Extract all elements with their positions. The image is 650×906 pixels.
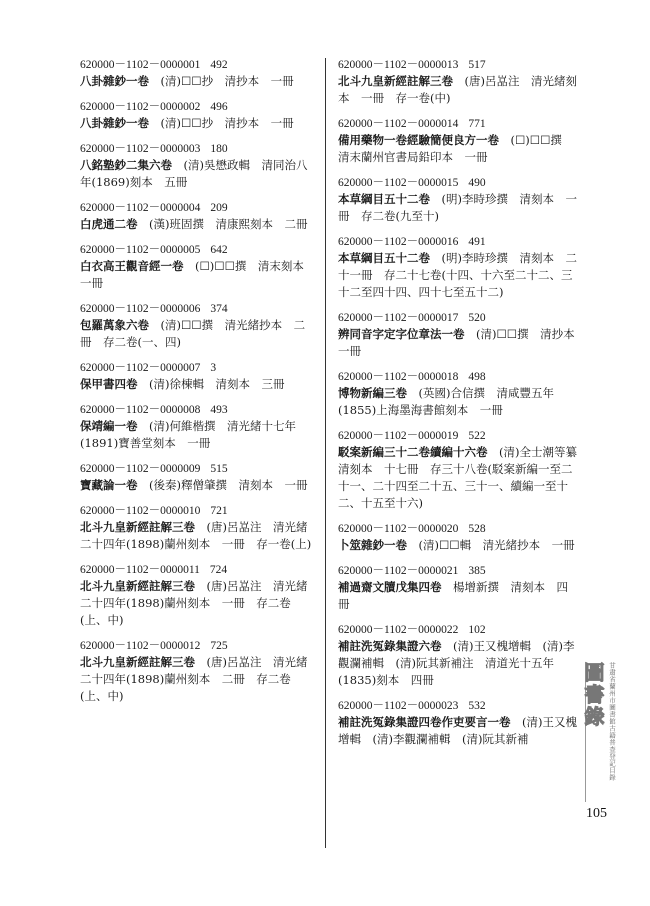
entry-detail: (☐)☐☐撰 清末蘭州官書局鉛印本 一冊 <box>338 133 574 164</box>
entry-title: 補過齋文牘戊集四卷 <box>338 580 442 594</box>
entry-detail: (英國)合信撰 清咸豐五年(1855)上海墨海書館刻本 一冊 <box>338 386 554 417</box>
entry-title: 白虎通二卷 <box>80 217 138 231</box>
entry-record <box>338 537 578 554</box>
entry-title: 北斗九皇新經註解三卷 <box>338 74 453 88</box>
entry-id-line <box>338 117 578 132</box>
entry-id: 620000－1102－0000004 <box>80 202 201 214</box>
entry-id-line <box>80 142 312 157</box>
catalog-entry <box>338 176 578 225</box>
entry-id-line <box>338 623 578 638</box>
entry-number: 492 <box>210 59 228 71</box>
catalog-entry <box>80 403 312 452</box>
entry-number: 374 <box>210 303 228 315</box>
entry-title: 北斗九皇新經註解三卷 <box>80 655 195 669</box>
entry-record <box>338 579 578 613</box>
entry-id: 620000－1102－0000003 <box>80 143 201 155</box>
entry-detail: (清)☐☐撰 清光緒抄本 二冊 存二卷(一、四) <box>80 318 306 349</box>
entry-title: 保靖編一卷 <box>80 419 138 433</box>
entry-detail: (唐)呂嵓注 清光緒二十四年(1898)蘭州刻本 一冊 存二卷(上、中) <box>80 579 308 627</box>
entry-number: 520 <box>468 312 486 324</box>
entry-id-line <box>80 462 312 477</box>
entry-id-line <box>338 522 578 537</box>
entry-id: 620000－1102－0000017 <box>338 312 459 324</box>
entry-record <box>338 385 578 419</box>
catalog-entry <box>80 361 312 393</box>
entry-id-line <box>338 429 578 444</box>
entry-record <box>338 638 578 689</box>
entry-id-line <box>80 361 312 376</box>
catalog-entry <box>80 639 312 705</box>
entry-number: 532 <box>468 700 486 712</box>
entry-record <box>338 326 587 360</box>
entry-record <box>338 714 578 748</box>
entry-title: 辨同音字定字位章法一卷 <box>338 327 465 341</box>
entry-detail: (唐)呂嵓注 清光緒二十四年(1898)蘭州刻本 二冊 存二卷(上、中) <box>80 655 308 703</box>
entry-record <box>80 578 312 629</box>
entry-title: 北斗九皇新經註解三卷 <box>80 579 195 593</box>
entry-detail: (唐)呂嵓注 清光緒刻本 一冊 存一卷(中) <box>338 74 577 105</box>
entry-id-line <box>80 639 312 654</box>
entry-id-line <box>338 699 578 714</box>
entry-id: 620000－1102－0000005 <box>80 244 201 256</box>
catalog-entry <box>338 564 578 613</box>
entry-record <box>338 132 578 166</box>
page-number: 105 <box>586 806 607 821</box>
entry-id: 620000－1102－0000007 <box>80 362 201 374</box>
entry-number: 528 <box>468 523 486 535</box>
catalog-entry <box>80 58 312 90</box>
entry-number: 721 <box>210 505 228 517</box>
entry-id-line <box>80 100 312 115</box>
entry-number: 515 <box>210 463 228 475</box>
entry-id: 620000－1102－0000016 <box>338 236 459 248</box>
entry-record <box>80 519 312 553</box>
right-column <box>338 58 589 758</box>
entry-title: 本草綱目五十二卷 <box>338 192 430 206</box>
entry-title: 駁案新編三十二卷續編十六卷 <box>338 445 488 459</box>
entry-id: 620000－1102－0000022 <box>338 624 459 636</box>
entry-record <box>338 250 578 301</box>
entry-id: 620000－1102－0000002 <box>80 101 201 113</box>
entry-record <box>80 258 316 292</box>
catalog-entry <box>338 699 578 748</box>
entry-id-line <box>80 302 312 317</box>
entry-id: 620000－1102－0000008 <box>80 404 201 416</box>
entry-title: 本草綱目五十二卷 <box>338 251 430 265</box>
entry-number: 724 <box>209 564 228 576</box>
entry-detail: (☐)☐☐撰 清末刻本 一冊 <box>80 259 316 290</box>
entry-title: 補註洗冤錄集證六卷 <box>338 639 442 653</box>
catalog-entry <box>338 429 589 512</box>
entry-detail: (清)吳懋政輯 清同治八年(1869)刻本 五冊 <box>80 158 308 189</box>
entry-number: 498 <box>468 371 486 383</box>
entry-record <box>80 317 312 351</box>
entry-record <box>80 73 312 90</box>
entry-number: 522 <box>468 430 486 442</box>
entry-detail: (清)何維楷撰 清光緒十七年(1891)寶善堂刻本 一冊 <box>80 419 296 450</box>
entry-detail: 楊增新撰 清刻本 四冊 <box>338 580 568 611</box>
entry-title: 八卦雜鈔一卷 <box>80 74 149 88</box>
entry-number: 490 <box>468 177 486 189</box>
entry-title: 北斗九皇新經註解三卷 <box>80 520 195 534</box>
catalog-entry <box>338 311 587 360</box>
entry-id: 620000－1102－0000023 <box>338 700 459 712</box>
entry-id-line <box>338 311 578 326</box>
entry-record <box>338 444 589 512</box>
entry-id: 620000－1102－0000018 <box>338 371 459 383</box>
side-tab-subtitle: 甘肅省蘭州市圖書館古籍普查登記目錄 <box>608 662 616 781</box>
entry-record <box>80 477 312 494</box>
entry-id: 620000－1102－0000006 <box>80 303 201 315</box>
catalog-entry <box>80 462 312 494</box>
entry-number: 3 <box>210 362 217 374</box>
entry-detail: (後秦)釋僧肇撰 清刻本 一冊 <box>149 478 308 492</box>
entry-title: 白衣高王觀音經一卷 <box>80 259 184 273</box>
catalog-entry <box>80 100 312 132</box>
entry-number: 102 <box>468 624 486 636</box>
entry-record <box>80 157 312 191</box>
catalog-entry <box>338 522 578 554</box>
entry-detail: (清)徐棟輯 清刻本 三冊 <box>149 377 285 391</box>
entry-number: 209 <box>210 202 228 214</box>
entry-number: 725 <box>210 640 228 652</box>
entry-id: 620000－1102－0000021 <box>338 565 459 577</box>
entry-detail: (明)李時珍撰 清刻本 一冊 存二卷(九至十) <box>338 192 577 223</box>
catalog-entry <box>80 243 316 292</box>
entry-detail: (清)王又槐增輯 (清)李觀瀾補輯 (清)阮其新補 <box>338 715 577 746</box>
entry-id: 620000－1102－0000011 <box>80 564 200 576</box>
entry-title: 博物新編三卷 <box>338 386 407 400</box>
entry-title: 備用藥物一卷經驗簡便良方一卷 <box>338 133 499 147</box>
entry-title: 八銘塾鈔二集六卷 <box>80 158 172 172</box>
catalog-entry <box>80 142 312 191</box>
entry-detail: (清)☐☐抄 清抄本 一冊 <box>160 116 294 130</box>
entry-id-line <box>338 176 578 191</box>
entry-id: 620000－1102－0000012 <box>80 640 201 652</box>
side-tab-title: 圖書錄 <box>581 662 605 728</box>
entry-id: 620000－1102－0000019 <box>338 430 459 442</box>
catalog-entry <box>338 235 578 301</box>
entry-id: 620000－1102－0000001 <box>80 59 201 71</box>
entry-number: 491 <box>468 236 486 248</box>
entry-id-line <box>338 235 578 250</box>
entry-title: 卜筮雜鈔一卷 <box>338 538 407 552</box>
entry-title: 八卦雜鈔一卷 <box>80 116 149 130</box>
entry-id-line <box>80 58 312 73</box>
entry-detail: (唐)呂嵓注 清光緒二十四年(1898)蘭州刻本 一冊 存一卷(上) <box>80 520 312 551</box>
entry-id: 620000－1102－0000009 <box>80 463 201 475</box>
entry-id: 620000－1102－0000010 <box>80 505 201 517</box>
catalog-entry <box>338 58 578 107</box>
entry-record <box>338 73 578 107</box>
catalog-entry <box>338 370 578 419</box>
entry-id-line <box>338 564 578 579</box>
entry-title: 包羅萬象六卷 <box>80 318 149 332</box>
entry-detail: (清)王又槐增輯 (清)李觀瀾補輯 (清)阮其新補注 清道光十五年(1835)刻本 四冊 <box>338 639 575 687</box>
catalog-entry <box>80 201 312 233</box>
catalog-entry <box>80 504 312 553</box>
entry-record <box>80 654 312 705</box>
entry-title: 保甲書四卷 <box>80 377 138 391</box>
entry-detail: (漢)班固撰 清康熙刻本 二冊 <box>149 217 308 231</box>
entry-detail: (明)李時珍撰 清刻本 二十一冊 存二十七卷(十四、十六至二十二、三十二至四十四、四十七至五十二) <box>338 251 577 299</box>
entry-record <box>80 376 312 393</box>
entry-number: 385 <box>468 565 486 577</box>
side-tab <box>581 662 620 802</box>
entry-detail: (清)全士潮等纂 清刻本 十七冊 存三十八卷(駁案新編一至二十一、二十四至二十五、三十一、續編一至十二、十五至十六) <box>338 445 589 510</box>
entry-id-line <box>338 370 578 385</box>
entry-id-line <box>80 504 312 519</box>
entry-record <box>80 115 312 132</box>
catalog-entry <box>80 302 312 351</box>
entry-id-line <box>80 201 312 216</box>
column-divider <box>325 58 326 848</box>
entry-id: 620000－1102－0000020 <box>338 523 459 535</box>
entry-number: 771 <box>468 118 486 130</box>
entry-number: 496 <box>210 101 228 113</box>
entry-id: 620000－1102－0000015 <box>338 177 459 189</box>
entry-record <box>80 418 312 452</box>
entry-id: 620000－1102－0000013 <box>338 59 459 71</box>
catalog-entry <box>338 117 578 166</box>
entry-detail: (清)☐☐抄 清抄本 一冊 <box>160 74 294 88</box>
entry-number: 180 <box>210 143 228 155</box>
left-column <box>80 58 316 715</box>
entry-record <box>338 191 578 225</box>
entry-id-line <box>80 243 312 258</box>
entry-record <box>80 216 312 233</box>
entry-detail: (清)☐☐輯 清光緒抄本 一冊 <box>418 538 575 552</box>
entry-number: 642 <box>210 244 228 256</box>
entry-id: 620000－1102－0000014 <box>338 118 459 130</box>
entry-id-line <box>338 58 578 73</box>
entry-number: 517 <box>468 59 486 71</box>
entry-id-line <box>80 563 312 578</box>
catalog-entry <box>80 563 312 629</box>
entry-detail: (清)☐☐撰 清抄本 一冊 <box>338 327 587 358</box>
entry-number: 493 <box>210 404 228 416</box>
catalog-entry <box>338 623 578 689</box>
entry-title: 寶藏論一卷 <box>80 478 138 492</box>
entry-title: 補註洗冤錄集證四卷作吏要言一卷 <box>338 715 511 729</box>
entry-id-line <box>80 403 312 418</box>
